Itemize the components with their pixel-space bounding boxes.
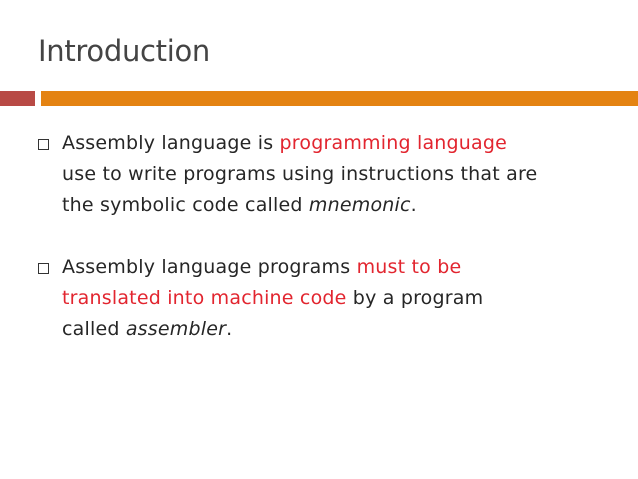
text-run: called <box>62 318 126 340</box>
bullet-item <box>36 252 621 345</box>
highlight-text: programming language <box>279 132 508 154</box>
bullet-item <box>36 128 621 221</box>
text-run: Assembly language is <box>62 132 280 154</box>
text-run: the symbolic code called <box>62 194 309 216</box>
bullet-box-icon <box>38 139 49 150</box>
bullet-line <box>62 128 621 159</box>
title-accent-bar-right <box>41 91 638 106</box>
italic-term: assembler <box>125 318 227 340</box>
title-accent-bar-left <box>0 91 35 106</box>
bullet-text <box>62 128 621 221</box>
bullet-line <box>62 283 621 314</box>
bullet-box-icon <box>38 263 49 274</box>
bullet-line <box>62 159 621 190</box>
slide-title: Introduction <box>38 34 211 68</box>
text-run: use to write programs using instructions that are <box>62 163 538 185</box>
text-run: Assembly language programs <box>62 256 357 278</box>
bullet-list <box>36 128 621 345</box>
highlight-text: translated into machine code <box>62 287 347 309</box>
italic-term: mnemonic <box>308 194 411 216</box>
bullet-line <box>62 314 621 345</box>
text-run: . <box>226 318 233 340</box>
bullet-text <box>62 252 621 345</box>
text-run: . <box>410 194 417 216</box>
bullet-line <box>62 190 621 221</box>
highlight-text: must to be <box>356 256 462 278</box>
bullet-line <box>62 252 621 283</box>
text-run: by a program <box>346 287 484 309</box>
